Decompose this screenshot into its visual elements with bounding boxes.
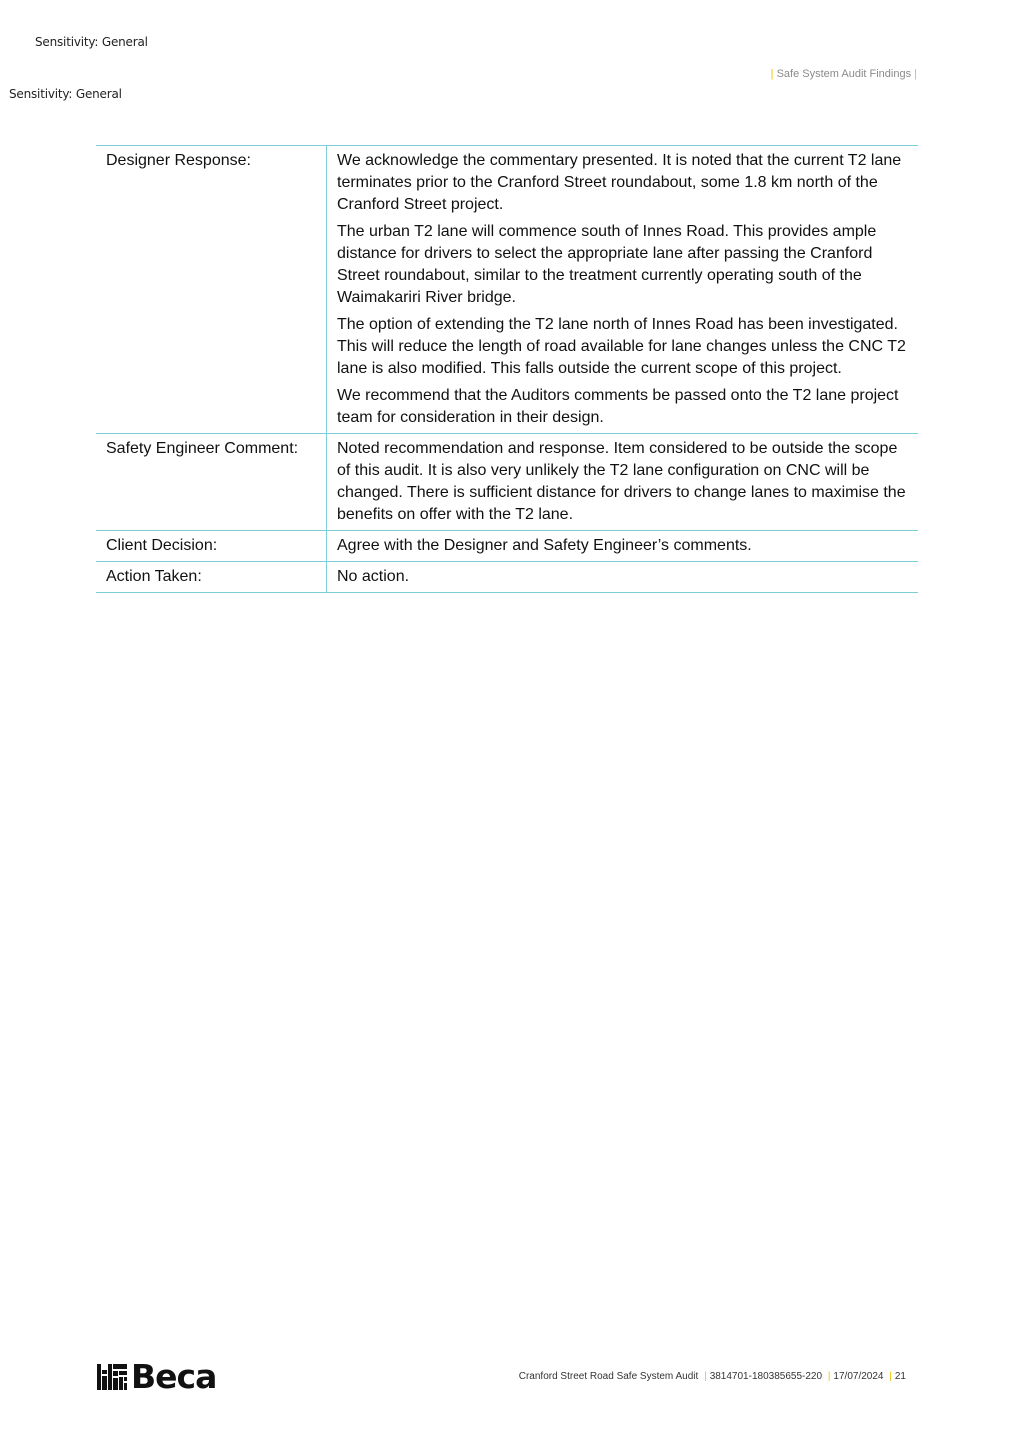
- paragraph: Agree with the Designer and Safety Engineer’s comments.: [337, 537, 752, 554]
- row-label: Designer Response:: [96, 146, 327, 434]
- paragraph: We recommend that the Auditors comments be passed onto the T2 lane project team for consideration in their design.: [337, 387, 899, 426]
- footer-divider: |: [889, 1371, 892, 1382]
- beca-logo-icon: [97, 1364, 127, 1390]
- row-content: [327, 434, 919, 531]
- paragraph: The urban T2 lane will commence south of Innes Road. This provides ample distance for drivers to select the appropriate lane after passing the Cranford Street roundabout, similar to the treatment currently operating south of the Waimakariri River bridge.: [337, 223, 877, 306]
- footer-date: 17/07/2024: [833, 1371, 884, 1382]
- row-label: Safety Engineer Comment:: [96, 434, 327, 531]
- paragraph: No action.: [337, 568, 410, 585]
- sensitivity-label-top: Sensitivity: General: [35, 35, 148, 49]
- table-row: [96, 146, 918, 434]
- header-divider-left: |: [770, 68, 774, 80]
- paragraph: The option of extending the T2 lane north of Innes Road has been investigated. This will reduce the length of road available for lane changes unless the CNC T2 lane is also modified. This falls outside the current scope of this project.: [337, 316, 906, 377]
- paragraph: We acknowledge the commentary presented. It is noted that the current T2 lane terminates prior to the Cranford Street roundabout, some 1.8 km north of the Cranford Street project.: [337, 152, 902, 213]
- footer-document-number: 3814701-180385655-220: [709, 1371, 823, 1382]
- footer-divider: |: [827, 1371, 831, 1382]
- audit-response-table: [96, 145, 918, 593]
- header-divider-right: |: [914, 68, 917, 80]
- sensitivity-label-second: Sensitivity: General: [9, 87, 122, 101]
- row-label: Action Taken:: [96, 562, 327, 593]
- paragraph: Noted recommendation and response. Item considered to be outside the scope of this audit. It is also very unlikely the T2 lane configuration on CNC will be changed. There is sufficient distance for drivers to change lanes to maximise the benefits on offer with the T2 lane.: [337, 440, 906, 523]
- row-content: [327, 562, 919, 593]
- table-row: [96, 434, 918, 531]
- page-footer: [519, 1371, 906, 1382]
- footer-page-number: 21: [894, 1371, 906, 1382]
- table-row: [96, 531, 918, 562]
- row-content: [327, 146, 919, 434]
- footer-divider: |: [704, 1371, 707, 1382]
- footer-document-title: Cranford Street Road Safe System Audit: [518, 1371, 699, 1382]
- running-header: [771, 68, 917, 80]
- header-title: Safe System Audit Findings: [776, 68, 912, 80]
- row-content: [327, 531, 919, 562]
- table-row: [96, 562, 918, 593]
- beca-logo: [97, 1357, 217, 1396]
- beca-logo-wordmark: Beca: [131, 1357, 217, 1396]
- row-label: Client Decision:: [96, 531, 327, 562]
